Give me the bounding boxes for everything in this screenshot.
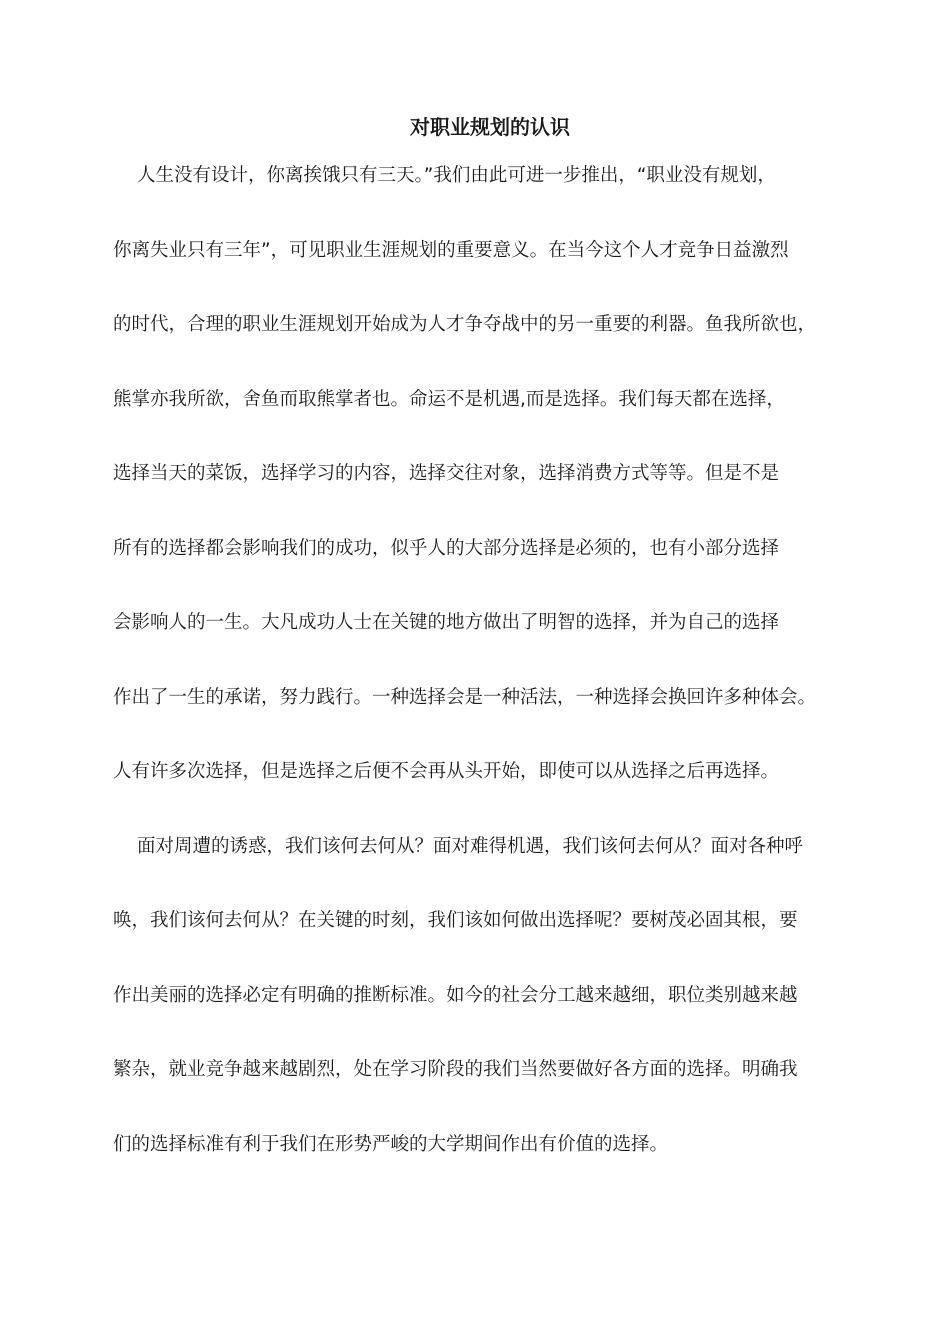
paragraph-line: 人有许多次选择，但是选择之后便不会再从头开始，即使可以从选择之后再选择。 (113, 761, 780, 782)
paragraph-line: 作出了一生的承诺，努力践行。一种选择会是一种活法，一种选择会换回许多种体会。 (113, 686, 817, 708)
document-body (113, 139, 849, 1182)
paragraph-line: 所有的选择都会影响我们的成功，似乎人的大部分选择是必须的，也有小部分选择 (113, 537, 780, 559)
paragraph-line: 面对周遭的诱惑，我们该何去何从？面对难得机遇，我们该何去何从？面对各种呼 (137, 835, 804, 857)
paragraph-line: 你离失业只有三年”，可见职业生涯规划的重要意义。在当今这个人才竞争日益激烈 (113, 239, 789, 261)
paragraph-line: 唤，我们该何去何从？在关键的时刻，我们该如何做出选择呢？要树茂必固其根，要 (113, 910, 798, 931)
paragraph-2 (113, 810, 849, 1183)
paragraph-line: 人生没有设计，你离挨饿只有三天。”我们由此可进一步推出，“职业没有规划， (137, 165, 776, 186)
paragraph-line: 们的选择标准有利于我们在形势严峻的大学期间作出有价值的选择。 (113, 1133, 669, 1155)
paragraph-line: 选择当天的菜饭，选择学习的内容，选择交往对象，选择消费方式等等。但是不是 (113, 463, 780, 484)
paragraph-1 (113, 139, 849, 810)
paragraph-line: 繁杂，就业竞争越来越剧烈，处在学习阶段的我们当然要做好各方面的选择。明确我 (113, 1059, 798, 1080)
paragraph-line: 会影响人的一生。大凡成功人士在关键的地方做出了明智的选择，并为自己的选择 (113, 612, 780, 633)
document-title: 对职业规划的认识 (410, 115, 570, 139)
paragraph-line: 的时代，合理的职业生涯规划开始成为人才争夺战中的另一重要的利器。鱼我所欲也， (113, 314, 817, 335)
paragraph-line: 作出美丽的选择必定有明确的推断标准。如今的社会分工越来越细，职位类别越来越 (113, 984, 798, 1006)
paragraph-line: 熊掌亦我所欲，舍鱼而取熊掌者也。命运不是机遇,而是选择。我们每天都在选择， (113, 388, 785, 410)
